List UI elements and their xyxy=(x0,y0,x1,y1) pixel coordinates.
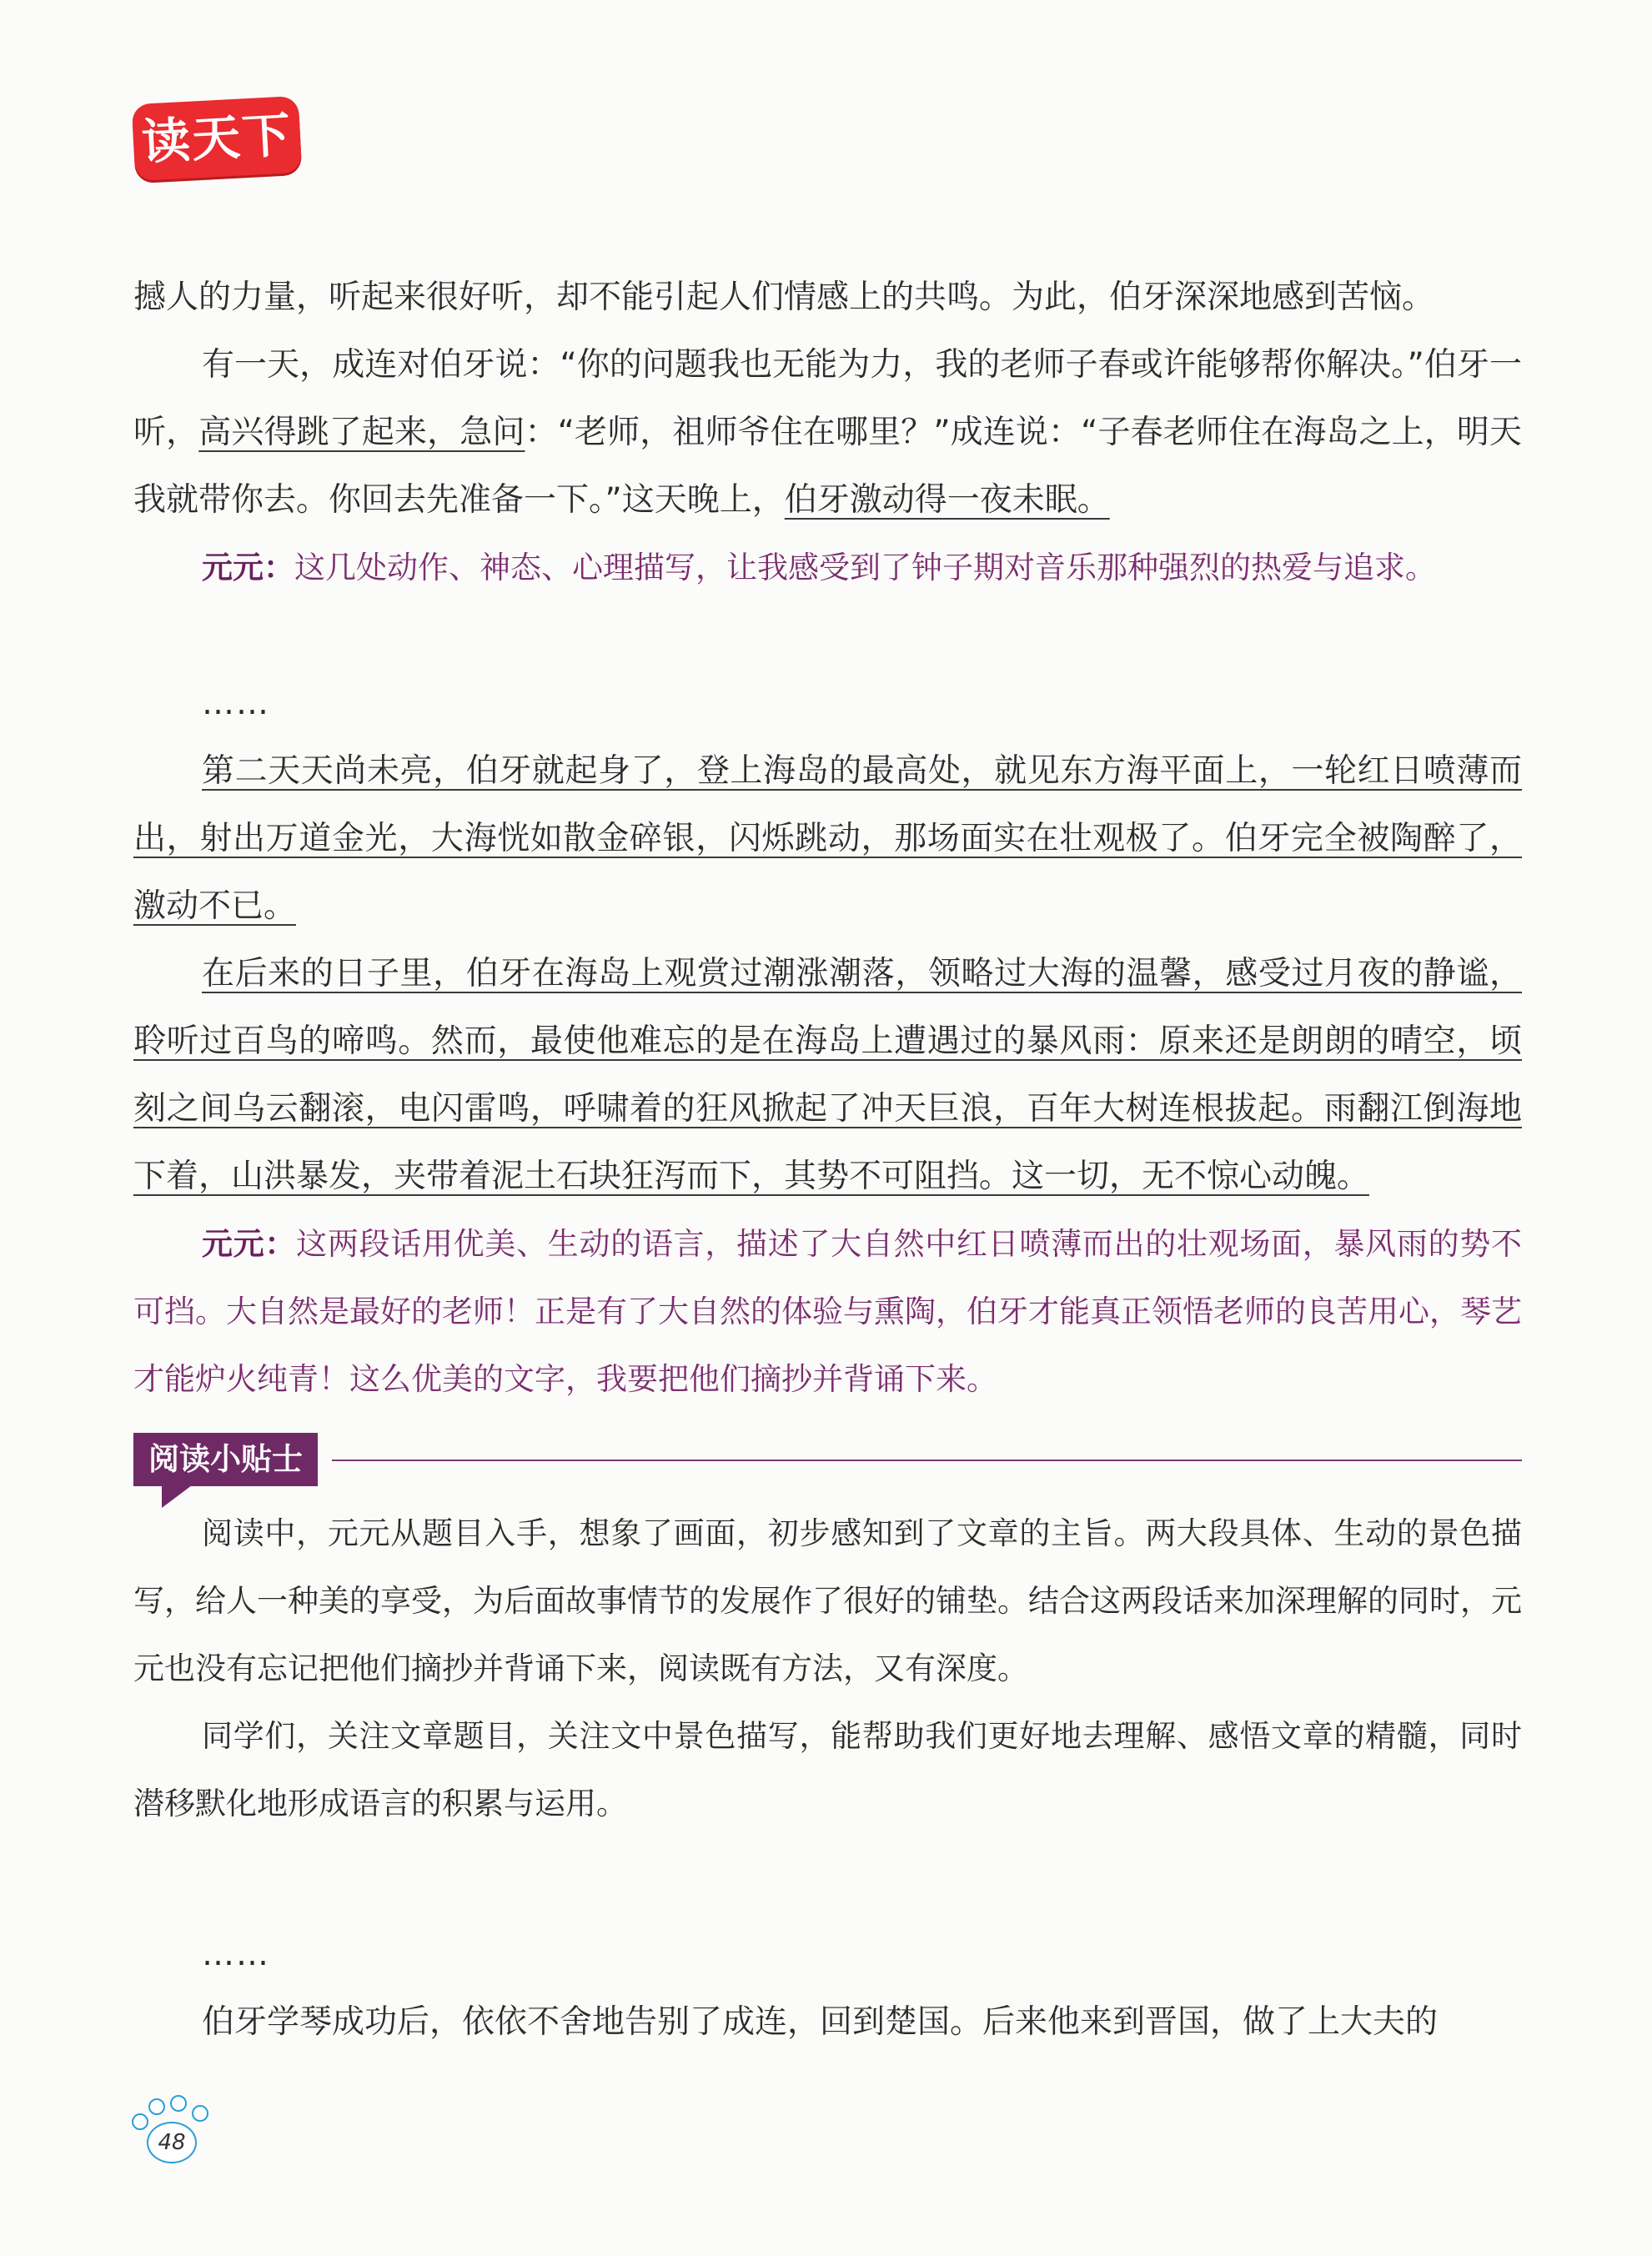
reading-tips-body xyxy=(133,1500,1522,1837)
underlined-phrase-1: 高兴得跳了起来，急问 xyxy=(198,414,525,451)
page-number-paw-icon xyxy=(130,2093,213,2168)
spacer xyxy=(133,601,1522,670)
section-logo: 读天下 xyxy=(132,96,303,181)
reading-tips-header xyxy=(133,1433,1522,1491)
tips-paragraph-2: 同学们，关注文章题目，关注文中景色描写，能帮助我们更好地去理解、感悟文章的精髓，同时潜移默化地形成语言的积累与运用。 xyxy=(133,1718,1522,1821)
comment-text: 这两段话用优美、生动的语言，描述了大自然中红日喷薄而出的壮观场面，暴风雨的势不可挡。大自然是最好的老师！正是有了大自然的体验与熏陶，伯牙才能真正领悟老师的良苦用心，琴艺才能炉火纯青！这么优美的文字，我要把他们摘抄并背诵下来。 xyxy=(133,1226,1523,1397)
paragraph-2-text-c: ：“老师，祖师爷住在哪里？”成连说：“子春老师住在海岛之上，明天我就带你去。你回去先准备一下。”这天晚上， xyxy=(133,414,1522,519)
paw-toe xyxy=(148,2098,165,2115)
page-number: 48 xyxy=(147,2122,197,2163)
spacer xyxy=(133,1837,1522,1921)
paragraph-2 xyxy=(133,331,1522,534)
underlined-passage-1: 第二天天尚未亮，伯牙就起身了，登上海岛的最高处，就见东方海平面上，一轮红日喷薄而出，射出万道金光，大海恍如散金碎银，闪烁跳动，那场面实在壮观极了。伯牙完全被陶醉了，激动不已。 xyxy=(133,752,1522,925)
paragraph-1: 撼人的力量，听起来很好听，却不能引起人们情感上的共鸣。为此，伯牙深深地感到苦恼。 xyxy=(133,279,1435,316)
label-tail-shape xyxy=(162,1483,195,1508)
paw-toe xyxy=(192,2105,208,2122)
divider xyxy=(332,1460,1522,1461)
main-content xyxy=(133,264,1522,2056)
yuanyuan-comment-1 xyxy=(133,534,1522,601)
reading-tips-label: 阅读小贴士 xyxy=(133,1433,318,1486)
paragraph-4 xyxy=(133,940,1522,1210)
ellipsis: …… xyxy=(202,685,270,722)
yuanyuan-comment-2 xyxy=(133,1210,1522,1413)
paragraph-5: 伯牙学琴成功后，依依不舍地告别了成连，回到楚国。后来他来到晋国，做了上大夫的 xyxy=(202,2003,1439,2041)
paw-toe xyxy=(132,2113,148,2130)
paragraph-3 xyxy=(133,737,1522,940)
tips-paragraph-1: 阅读中，元元从题目入手，想象了画面，初步感知到了文章的主旨。两大段具体、生动的景色描写，给人一种美的享受，为后面故事情节的发展作了很好的铺垫。结合这两段话来加深理解的同时，元元也没有忘记把他们摘抄并背诵下来，阅读既有方法，又有深度。 xyxy=(133,1515,1522,1686)
underlined-phrase-2: 伯牙激动得一夜未眠。 xyxy=(784,481,1110,519)
comment-text: 这几处动作、神态、心理描写，让我感受到了钟子期对音乐那种强烈的热爱与追求。 xyxy=(294,550,1436,585)
comment-speaker: 元元： xyxy=(202,1225,297,1262)
comment-speaker: 元元： xyxy=(202,549,294,585)
paw-toe xyxy=(170,2095,187,2112)
ellipsis: …… xyxy=(202,1936,270,1973)
paragraph-2-text-a: 有一天，成连对伯牙说：“你的问题我也无能为力，我的老师子春或许能够帮你解决。”伯牙一听， xyxy=(133,346,1522,451)
underlined-passage-2: 在后来的日子里，伯牙在海岛上观赏过潮涨潮落，领略过大海的温馨，感受过月夜的静谧，聆听过百鸟的啼鸣。然而，最使他难忘的是在海岛上遭遇过的暴风雨：原来还是朗朗的晴空，顷刻之间乌云翻滚，电闪雷鸣，呼啸着的狂风掀起了冲天巨浪，百年大树连根拔起。雨翻江倒海地下着，山洪暴发，夹带着泥土石块狂泻而下，其势不可阻挡。这一切，无不惊心动魄。 xyxy=(133,955,1522,1195)
